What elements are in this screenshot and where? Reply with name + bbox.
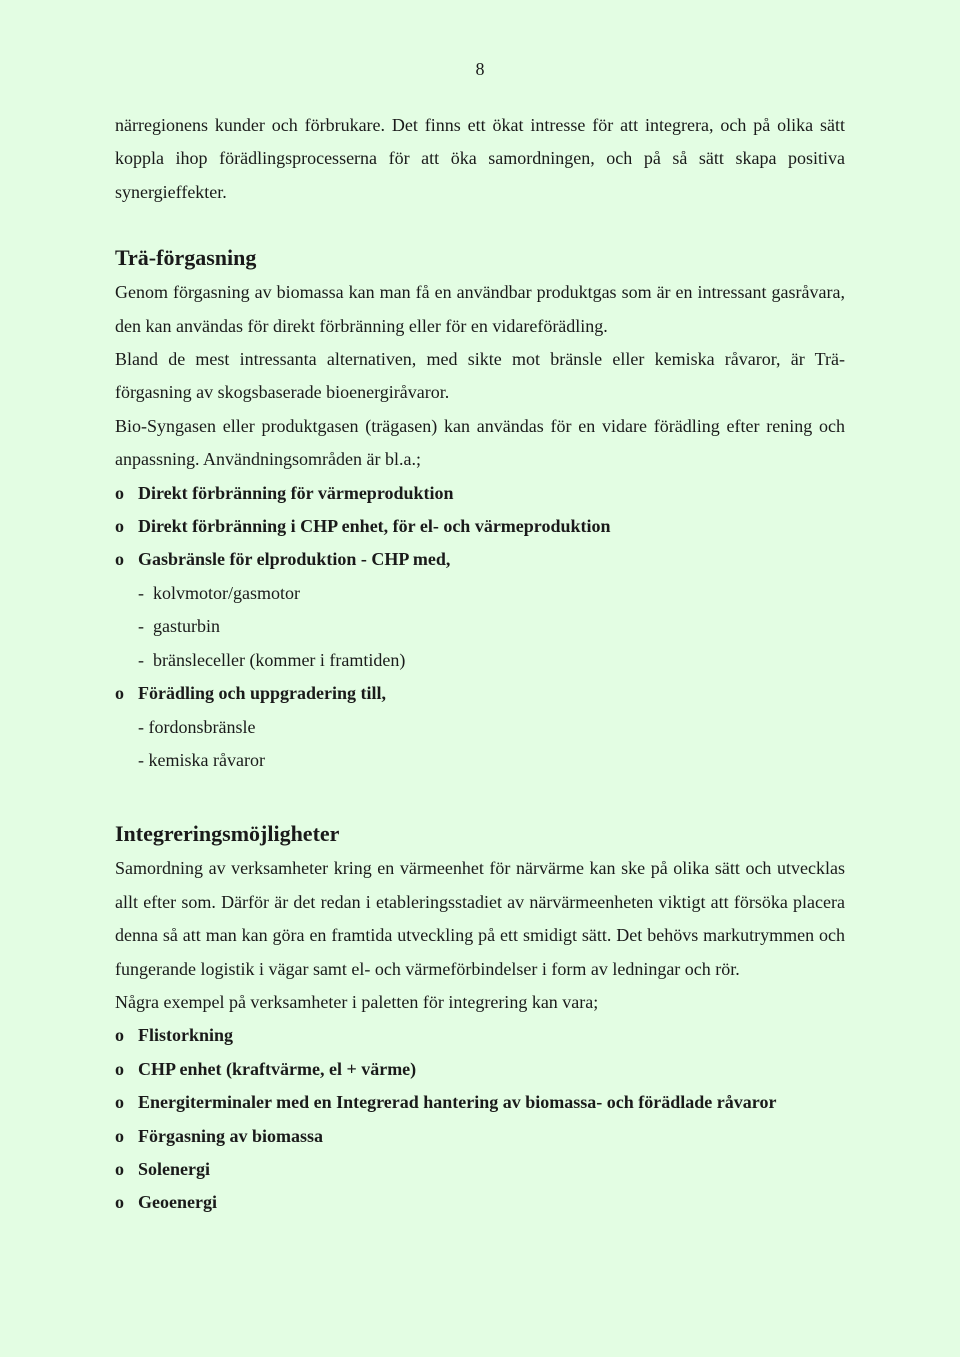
intro-paragraph: närregionens kunder och förbrukare. Det finns ett ökat intresse för att integrera, och på olika sätt koppla ihop förädlingsprocesserna för att öka samordningen, och på så sätt skapa positiva synergieffekter. <box>115 115 845 202</box>
bullet-marker: o <box>115 516 124 537</box>
sub-list-item-label: bränsleceller (kommer i framtiden) <box>153 649 406 670</box>
bullet-marker: o <box>115 482 124 503</box>
bullet-marker: o <box>115 1125 124 1146</box>
paragraph-syngas-usage: Bio-Syngasen eller produktgasen (trägasen) kan användas för en vidare förädling efter rening och anpassning. Användningsområden är bl.a.; <box>115 415 845 470</box>
list-item-label: Direkt förbränning i CHP enhet, för el- och värmeproduktion <box>138 516 611 537</box>
dash-marker: - <box>138 582 144 603</box>
list-item <box>115 543 845 576</box>
sub-list-item-label: kolvmotor/gasmotor <box>153 582 300 603</box>
list-item-label: Förgasning av biomassa <box>138 1125 324 1146</box>
list-item <box>115 477 845 510</box>
bullet-marker: o <box>115 1092 124 1113</box>
list-item-label: Geoenergi <box>138 1192 217 1213</box>
paragraph-samordning: Samordning av verksamheter kring en värmeenhet för närvärme kan ske på olika sätt och utvecklas allt efter som. Därför är det redan i etableringsstadiet av närvärmeenheten viktigt att försöka placera denna så att man kan göra en framtida utveckling på ett smidigt sätt. Det behövs markutrymmen och fungerande logistik i vägar samt el- och värmeförbindelser i form av ledningar och rör. <box>115 858 845 979</box>
bullet-marker: o <box>115 1025 124 1046</box>
bullet-marker: o <box>115 549 124 570</box>
bullet-marker: o <box>115 1192 124 1213</box>
list-item <box>115 1019 845 1052</box>
section-heading-integreringsmojligheter: Integreringsmöjligheter <box>115 821 340 847</box>
list-item-label: Gasbränsle för elproduktion - CHP med, <box>138 549 451 570</box>
list-item <box>115 1186 845 1219</box>
paragraph-forgasning-intro: Genom förgasning av biomassa kan man få en användbar produktgas som är en intressant gasråvara, den kan användas för direkt förbränning eller för en vidareförädling. <box>115 282 845 336</box>
sub-list-item-label: gasturbin <box>153 616 220 637</box>
bullet-marker: o <box>115 683 124 704</box>
list-item-label: Direkt förbränning för värmeproduktion <box>138 482 454 503</box>
list-item <box>115 510 845 543</box>
page-number: 8 <box>475 59 485 79</box>
paragraph-alternatives: Bland de mest intressanta alternativen, med sikte mot bränsle eller kemiska råvaror, är Trä-förgasning av skogsbaserade bioenergiråvaror. <box>115 349 845 403</box>
sub-list-item <box>115 577 845 610</box>
list-item <box>115 1086 845 1119</box>
list-item-label: Energiterminaler med en Integrerad hantering av biomassa- och förädlade råvaror <box>138 1092 777 1113</box>
sub-list-item: - fordonsbränsle <box>138 716 256 737</box>
list-item-label: Förädling och uppgradering till, <box>138 683 387 704</box>
sub-list-item <box>115 644 845 677</box>
page-content <box>115 109 845 1220</box>
paragraph-examples-intro: Några exempel på verksamheter i paletten för integrering kan vara; <box>115 991 599 1012</box>
sub-list-item <box>115 610 845 643</box>
list-item <box>115 1120 845 1153</box>
list-item-label: Flistorkning <box>138 1025 234 1046</box>
bullet-marker: o <box>115 1058 124 1079</box>
list-item <box>115 1153 845 1186</box>
bullet-marker: o <box>115 1158 124 1179</box>
sub-list-item: - kemiska råvaror <box>138 749 265 770</box>
list-item-label: Solenergi <box>138 1158 210 1179</box>
list-item-label: CHP enhet (kraftvärme, el + värme) <box>138 1058 417 1079</box>
dash-marker: - <box>138 616 144 637</box>
dash-marker: - <box>138 649 144 670</box>
section-heading-tra-forgasning: Trä-förgasning <box>115 245 257 271</box>
list-item <box>115 677 845 710</box>
list-item <box>115 1053 845 1086</box>
